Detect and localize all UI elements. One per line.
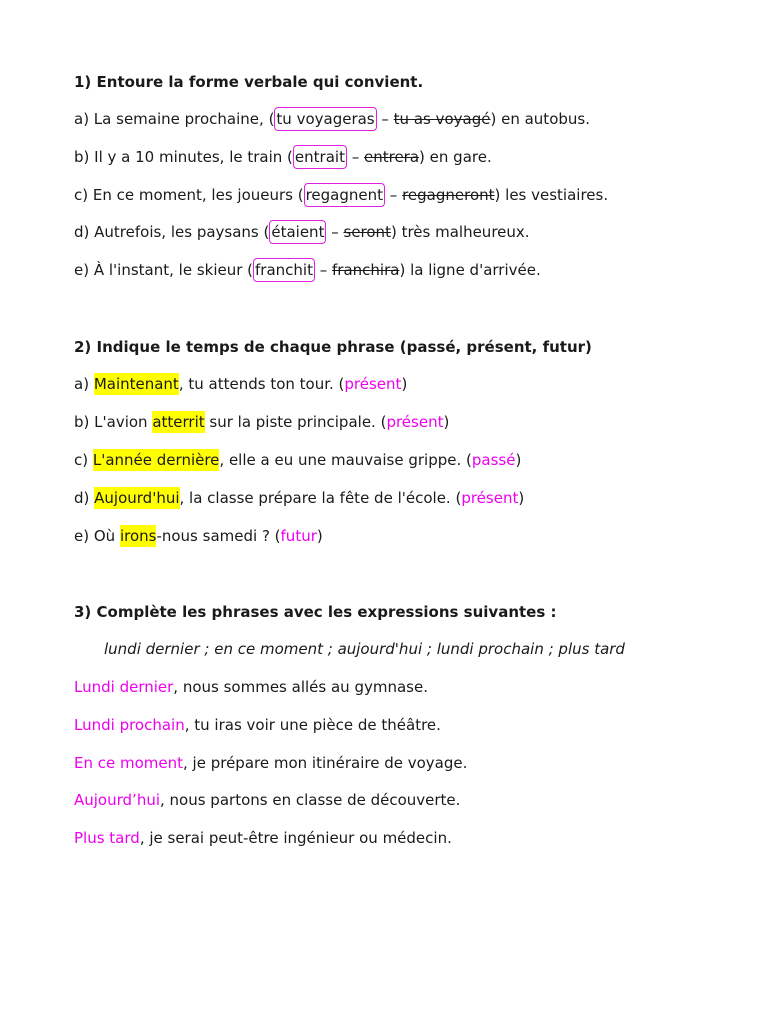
- ex3-sentence-rest: , je serai peut-être ingénieur ou médecin.: [139, 829, 452, 847]
- ex2-item-suffix: ): [515, 451, 522, 469]
- ex2-answer: passé: [471, 451, 516, 469]
- ex3-sentence-rest: , nous partons en classe de découverte.: [160, 791, 461, 809]
- ex2-item-prefix: d): [74, 489, 95, 507]
- ex2-item-a: [74, 374, 407, 394]
- ex3-answer: Lundi dernier: [74, 678, 174, 696]
- ex2-time-marker: Aujourd'hui: [94, 489, 180, 507]
- ex1-correct-choice: franchit: [253, 258, 315, 282]
- exercise-3-title: 3) Complète les phrases avec les expressions suivantes :: [74, 603, 557, 621]
- ex1-correct-choice: étaient: [269, 220, 326, 244]
- ex3-item-3: [74, 753, 467, 773]
- ex1-item-prefix: e) À l'instant, le skieur (: [74, 261, 254, 279]
- ex1-item-c: [74, 185, 608, 205]
- ex1-wrong-choice: entrera: [364, 148, 420, 166]
- ex2-item-b: [74, 412, 449, 432]
- ex1-item-suffix: ) les vestiaires.: [494, 186, 609, 204]
- ex1-separator: –: [376, 110, 394, 128]
- ex3-item-5: [74, 828, 452, 848]
- ex2-item-middle: sur la piste principale. (: [204, 413, 387, 431]
- ex1-item-b: [74, 147, 492, 167]
- ex1-wrong-choice: seront: [343, 223, 391, 241]
- ex2-item-prefix: a): [74, 375, 94, 393]
- ex2-item-prefix: b) L'avion: [74, 413, 153, 431]
- ex1-separator: –: [314, 261, 333, 279]
- exercise-1-title: 1) Entoure la forme verbale qui convient.: [74, 73, 424, 91]
- ex2-time-marker: L'année dernière: [92, 451, 220, 469]
- ex2-time-marker: Maintenant: [93, 375, 179, 393]
- ex3-answer: En ce moment: [74, 754, 184, 772]
- ex1-correct-choice: entrait: [293, 145, 347, 169]
- ex2-time-marker: irons: [119, 527, 157, 545]
- ex1-correct-choice: tu voyageras: [274, 107, 376, 131]
- ex1-item-suffix: ) en autobus.: [490, 110, 590, 128]
- ex2-answer: présent: [344, 375, 402, 393]
- ex3-answer: Aujourd’hui: [74, 791, 160, 809]
- ex1-wrong-choice: tu as voyagé: [393, 110, 491, 128]
- ex2-item-d: [74, 488, 524, 508]
- ex2-item-middle: , tu attends ton tour. (: [178, 375, 345, 393]
- ex3-sentence-rest: , tu iras voir une pièce de théâtre.: [184, 716, 441, 734]
- ex3-sentence-rest: , nous sommes allés au gymnase.: [173, 678, 428, 696]
- ex3-sentence-rest: , je prépare mon itinéraire de voyage.: [183, 754, 468, 772]
- ex1-item-prefix: a) La semaine prochaine, (: [74, 110, 275, 128]
- ex1-item-prefix: b) Il y a 10 minutes, le train (: [74, 148, 293, 166]
- ex2-item-suffix: ): [518, 489, 525, 507]
- ex2-answer: présent: [461, 489, 519, 507]
- ex1-item-d: [74, 222, 530, 242]
- ex1-separator: –: [346, 148, 364, 166]
- ex2-item-e: [74, 526, 323, 546]
- ex2-item-middle: , elle a eu une mauvaise grippe. (: [219, 451, 472, 469]
- ex1-item-a: [74, 109, 590, 129]
- ex2-item-c: [74, 450, 521, 470]
- ex2-item-middle: -nous samedi ? (: [156, 527, 281, 545]
- ex1-separator: –: [385, 186, 403, 204]
- ex3-item-4: [74, 790, 460, 810]
- ex2-answer: futur: [280, 527, 317, 545]
- ex3-item-2: [74, 715, 441, 735]
- ex1-wrong-choice: regagneront: [402, 186, 495, 204]
- ex2-time-marker: atterrit: [152, 413, 205, 431]
- ex1-item-suffix: ) en gare.: [419, 148, 492, 166]
- ex2-item-prefix: c): [74, 451, 93, 469]
- ex2-item-suffix: ): [443, 413, 450, 431]
- ex1-item-suffix: ) très malheureux.: [390, 223, 530, 241]
- ex3-answer: Lundi prochain: [74, 716, 185, 734]
- ex2-item-prefix: e) Où: [74, 527, 120, 545]
- ex1-item-e: [74, 260, 541, 280]
- ex1-correct-choice: regagnent: [304, 183, 385, 207]
- ex1-item-prefix: d) Autrefois, les paysans (: [74, 223, 270, 241]
- ex1-separator: –: [326, 223, 344, 241]
- ex2-answer: présent: [386, 413, 444, 431]
- ex2-item-suffix: ): [316, 527, 323, 545]
- ex3-answer: Plus tard: [74, 829, 140, 847]
- ex2-item-middle: , la classe prépare la fête de l'école. (: [179, 489, 462, 507]
- ex3-item-1: [74, 677, 428, 697]
- ex2-item-suffix: ): [401, 375, 408, 393]
- ex1-item-suffix: ) la ligne d'arrivée.: [399, 261, 541, 279]
- ex3-expression-list: lundi dernier ; en ce moment ; aujourd'hui ; lundi prochain ; plus tard: [104, 640, 625, 658]
- exercise-2-title: 2) Indique le temps de chaque phrase (passé, présent, futur): [74, 338, 592, 356]
- ex1-item-prefix: c) En ce moment, les joueurs (: [74, 186, 304, 204]
- ex1-wrong-choice: franchira: [332, 261, 400, 279]
